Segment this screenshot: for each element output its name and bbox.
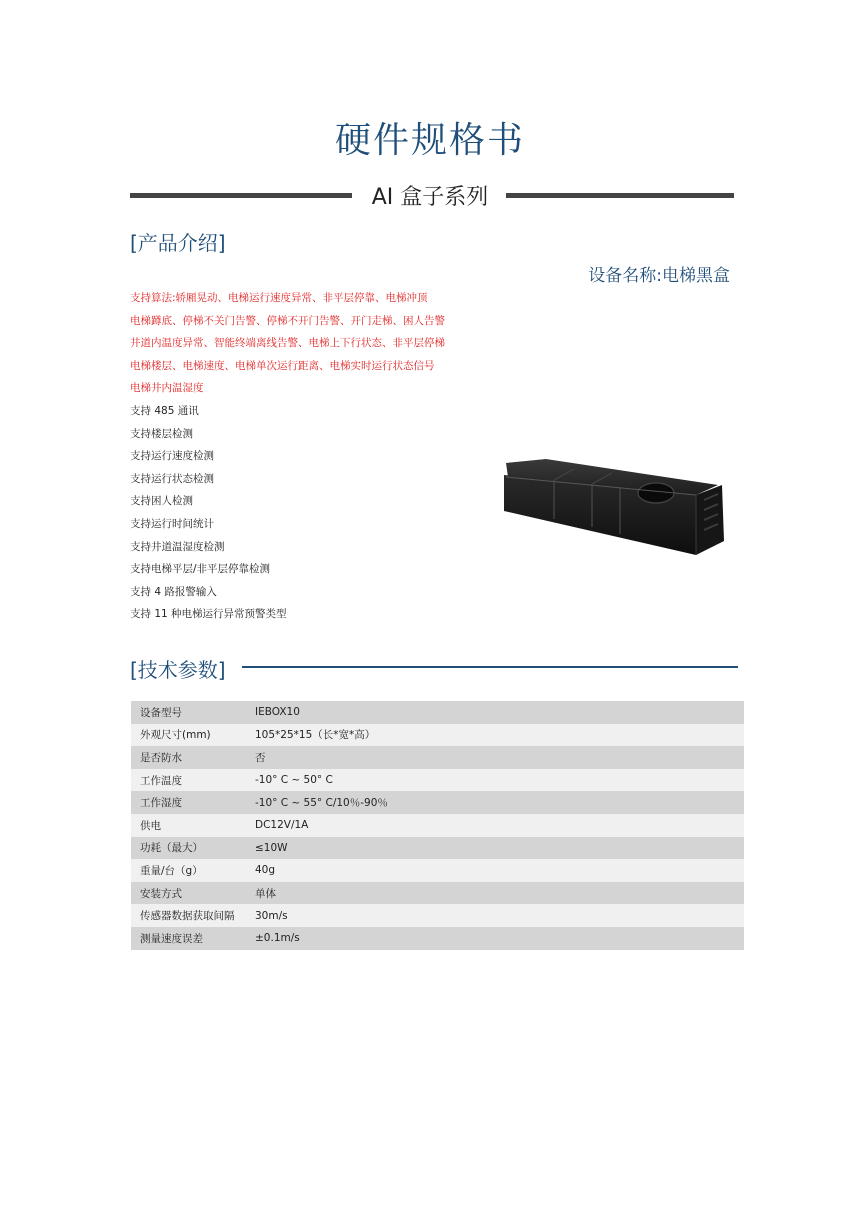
spec-label: 传感器数据获取间隔 — [131, 904, 246, 927]
spec-value: 40g — [246, 859, 744, 882]
spec-value: DC12V/1A — [246, 814, 744, 837]
spec-value: -10° C ~ 55° C/10％-90％ — [246, 791, 744, 814]
spec-label: 安装方式 — [131, 882, 246, 905]
table-row — [131, 882, 744, 905]
table-row — [131, 769, 744, 792]
list-item: 支持困人检测 — [130, 495, 193, 508]
spec-value: IEBOX10 — [246, 701, 744, 724]
table-row — [131, 791, 744, 814]
table-row — [131, 927, 744, 950]
table-row — [131, 859, 744, 882]
list-item: 支持 11 种电梯运行异常预警类型 — [130, 608, 287, 621]
table-row — [131, 837, 744, 860]
spec-label: 外观尺寸(mm) — [131, 724, 246, 747]
spec-value: -10° C ~ 50° C — [246, 769, 744, 792]
list-item: 电梯井内温湿度 — [130, 382, 204, 395]
list-item: 支持电梯平层/非平层停靠检测 — [130, 563, 271, 576]
spec-value: 单体 — [246, 882, 744, 905]
list-item: 支持 485 通讯 — [130, 404, 199, 417]
list-item: 电梯蹲底、停梯不关门告警、停梯不开门告警、开门走梯、困人告警 — [130, 314, 445, 327]
table-row — [131, 904, 744, 927]
spec-label: 工作温度 — [131, 769, 246, 792]
list-item: 支持井道温湿度检测 — [130, 540, 225, 553]
list-item: 支持算法:轿厢晃动、电梯运行速度异常、非平层停靠、电梯冲顶 — [130, 292, 428, 304]
spec-label: 重量/台（g） — [131, 859, 246, 882]
list-item: 支持运行速度检测 — [130, 450, 214, 463]
list-item: 井道内温度异常、智能终端离线告警、电梯上下行状态、非平层停梯 — [130, 337, 445, 350]
spec-label: 工作湿度 — [131, 791, 246, 814]
elevator-black-box-image — [496, 455, 736, 565]
divider — [506, 193, 734, 198]
spec-table — [131, 701, 744, 950]
list-item: 支持 4 路报警输入 — [130, 585, 217, 598]
section-heading-intro: [产品介绍] — [130, 231, 226, 255]
list-item: 电梯楼层、电梯速度、电梯单次运行距离、电梯实时运行状态信号 — [130, 359, 435, 372]
divider — [130, 193, 352, 198]
page-title: 硬件规格书 — [334, 120, 525, 161]
spec-value: 否 — [246, 746, 744, 769]
spec-value: ±0.1m/s — [246, 927, 744, 950]
spec-label: 是否防水 — [131, 746, 246, 769]
spec-value: 105*25*15（长*宽*高） — [246, 724, 744, 747]
table-row — [131, 814, 744, 837]
spec-label: 测量速度误差 — [131, 927, 246, 950]
table-row — [131, 724, 744, 747]
spec-value: ≤10W — [246, 837, 744, 860]
spec-label: 功耗（最大） — [131, 837, 246, 860]
spec-value: 30m/s — [246, 904, 744, 927]
spec-label: 设备型号 — [131, 701, 246, 724]
list-item: 支持运行状态检测 — [130, 472, 214, 485]
divider — [242, 666, 738, 668]
series-banner — [130, 180, 734, 210]
spec-label: 供电 — [131, 814, 246, 837]
table-row — [131, 746, 744, 769]
list-item: 支持运行时间统计 — [130, 517, 214, 530]
series-subtitle: AI 盒子系列 — [371, 185, 489, 210]
table-row — [131, 701, 744, 724]
feature-list — [130, 287, 490, 626]
list-item: 支持楼层检测 — [130, 427, 193, 440]
section-heading-params: [技术参数] — [130, 658, 226, 682]
device-name: 设备名称:电梯黑盒 — [588, 266, 730, 286]
